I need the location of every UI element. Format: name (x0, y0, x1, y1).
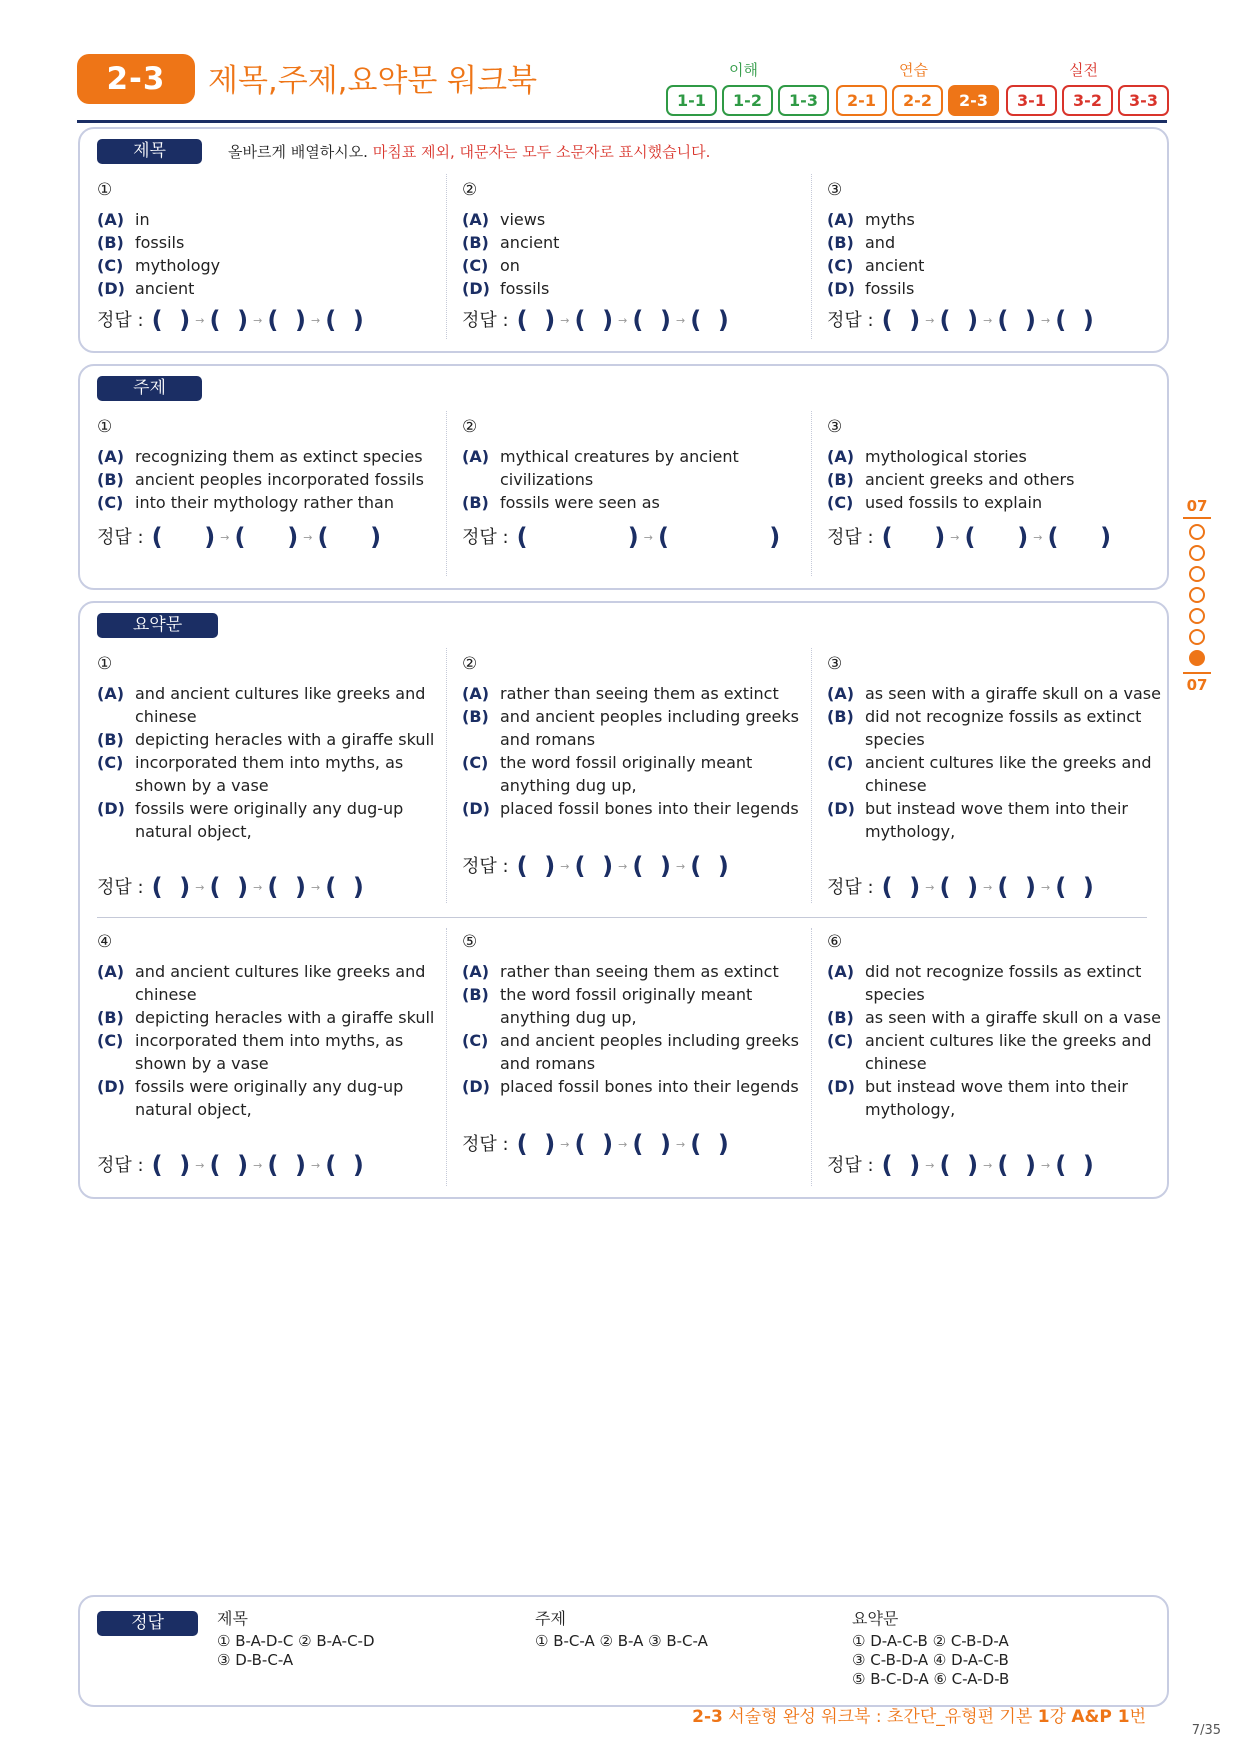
question-summary-4: ④ (A) and ancient cultures like greeks and chinese (B) depicting heracles with a giraffe skull (C) incorporated them into myths, as shown by a vase (D) fossils were originally any dug-up natural object, 정답 : ( ) → ( ) → ( ) → ( ) (97, 931, 445, 1191)
answer-blank-row[interactable]: 정답 : ( ) → ( ) → ( ) → ( ) (827, 306, 1094, 334)
progress-dot (1189, 608, 1205, 624)
group-label-understand: 이해 (729, 61, 758, 79)
list-item: (B) did not recognize fossils as extinct species (827, 707, 1142, 749)
answer-blank-row[interactable]: 정답 : ( ) → ( ) → ( ) → ( ) (462, 852, 729, 880)
unit-code-badge: 2-3 (77, 54, 195, 104)
answer-blank-row[interactable]: 정답 : ( ) → ( ) → ( ) → ( ) (827, 1151, 1094, 1179)
list-item: (A) as seen with a giraffe skull on a vase (827, 684, 1161, 703)
question-title-1: ① (A) in (B) fossils (C) mythology (D) ancient 정답 : ( ) → ( ) → ( ) → ( ) (97, 179, 445, 349)
column-divider (446, 648, 447, 903)
list-item: (B) ancient (462, 233, 560, 252)
answer-key-panel (78, 1595, 1169, 1707)
list-item: (A) myths (827, 210, 915, 229)
list-item: (A) did not recognize fossils as extinct species (827, 962, 1142, 1004)
answer-blank-row[interactable]: 정답 : ( ) → ( ) → ( ) → ( ) (97, 306, 364, 334)
section-tag-theme: 주제 (97, 376, 202, 401)
list-item: (B) fossils (97, 233, 185, 252)
list-item: (D) placed fossil bones into their legends (462, 799, 799, 818)
progress-dot (1189, 587, 1205, 603)
list-item: (B) fossils were seen as (462, 493, 660, 512)
column-divider (446, 174, 447, 339)
list-item: (B) as seen with a giraffe skull on a vase (827, 1008, 1161, 1027)
list-item: (D) fossils were originally any dug-up natural object, (97, 799, 404, 841)
nav-chip-1-1[interactable]: 1-1 (666, 85, 717, 116)
footer-caption: 2-3 서술형 완성 워크북 : 초간단_유형편 기본 1강 A&P 1번 (692, 1707, 1146, 1727)
nav-chip-3-1[interactable]: 3-1 (1006, 85, 1057, 116)
answer-key-tag: 정답 (97, 1611, 198, 1636)
list-item: (B) depicting heracles with a giraffe skull (97, 730, 435, 749)
question-title-2: ② (A) views (B) ancient (C) on (D) fossils 정답 : ( ) → ( ) → ( ) → ( ) (462, 179, 810, 349)
answer-blank-row[interactable]: 정답 : ( ) → ( ) → ( ) → ( ) (97, 873, 364, 901)
list-item: (A) in (97, 210, 150, 229)
column-divider (446, 928, 447, 1186)
nav-chip-3-3[interactable]: 3-3 (1118, 85, 1169, 116)
list-item: (A) rather than seeing them as extinct (462, 962, 779, 981)
list-item: (B) the word fossil originally meant anything dug up, (462, 985, 753, 1027)
list-item: (B) and (827, 233, 896, 252)
list-item: (C) incorporated them into myths, as shown by a vase (97, 753, 404, 795)
answer-blank-row[interactable]: 정답 : ( ) → ( ) → ( ) (97, 523, 382, 551)
answer-blank-row[interactable]: 정답 : ( ) → ( ) → ( ) → ( ) (462, 306, 729, 334)
list-item: (D) fossils (827, 279, 915, 298)
question-summary-2: ② (A) rather than seeing them as extinct (B) and ancient peoples including greeks and romans (C) the word fossil originally meant anything dug up, (D) placed fossil bones into their legends 정답 : ( ) → ( ) → ( ) → ( ) (462, 653, 810, 913)
list-item: (C) incorporated them into myths, as shown by a vase (97, 1031, 404, 1073)
list-item: (A) mythological stories (827, 447, 1027, 466)
group-label-real: 실전 (1069, 61, 1098, 79)
list-item: (D) fossils (462, 279, 550, 298)
list-item: (A) views (462, 210, 546, 229)
question-summary-5: ⑤ (A) rather than seeing them as extinct (B) the word fossil originally meant anything dug up, (C) and ancient peoples including greeks and romans (D) placed fossil bones into their legends 정답 : ( ) → ( ) → ( ) → ( ) (462, 931, 810, 1191)
list-item: (B) ancient peoples incorporated fossils (97, 470, 424, 489)
answer-blank-row[interactable]: 정답 : ( ) → ( ) (462, 523, 781, 551)
progress-dot (1189, 524, 1205, 540)
list-item: (D) but instead wove them into their mythology, (827, 799, 1128, 841)
list-item: (A) and ancient cultures like greeks and chinese (97, 962, 426, 1004)
question-title-3: ③ (A) myths (B) and (C) ancient (D) fossils 정답 : ( ) → ( ) → ( ) → ( ) (827, 179, 1175, 349)
header-divider (77, 120, 1167, 123)
progress-dot (1189, 629, 1205, 645)
nav-group-practice (836, 85, 999, 116)
answer-blank-row[interactable]: 정답 : ( ) → ( ) → ( ) (827, 523, 1112, 551)
answer-blank-row[interactable]: 정답 : ( ) → ( ) → ( ) → ( ) (97, 1151, 364, 1179)
side-tab-number-bottom: 07 (1183, 672, 1211, 694)
nav-chip-1-2[interactable]: 1-2 (722, 85, 773, 116)
question-theme-2: ② (A) mythical creatures by ancient civilizations (B) fossils were seen as 정답 : ( ) → ( ) (462, 416, 810, 586)
nav-chip-1-3[interactable]: 1-3 (778, 85, 829, 116)
list-item: (D) ancient (97, 279, 195, 298)
column-divider (811, 174, 812, 339)
progress-dot-current (1189, 650, 1205, 666)
list-item: (A) mythical creatures by ancient civilizations (462, 447, 739, 489)
list-item: (D) but instead wove them into their mythology, (827, 1077, 1128, 1119)
answer-key-summary: 요약문 ① D-A-C-B ② C-B-D-A ③ C-B-D-A ④ D-A-C-B ⑤ B-C-D-A ⑥ C-A-D-B (852, 1609, 1010, 1688)
page-number: 7/35 (1191, 1723, 1221, 1738)
list-item: (A) and ancient cultures like greeks and chinese (97, 684, 426, 726)
question-summary-6: ⑥ (A) did not recognize fossils as extinct species (B) as seen with a giraffe skull on a vase (C) ancient cultures like the greeks and chinese (D) but instead wove them into their mythology, 정답 : ( ) → ( ) → ( ) → ( ) (827, 931, 1175, 1191)
theme-section-panel (78, 364, 1169, 590)
list-item: (C) the word fossil originally meant anything dug up, (462, 753, 753, 795)
instruction: 올바르게 배열하시오. 마침표 제외, 대문자는 모두 소문자로 표시했습니다. (228, 143, 711, 161)
side-progress-tab (1183, 497, 1211, 694)
summary-section-panel (78, 601, 1169, 1199)
group-label-practice: 연습 (899, 61, 928, 79)
nav-chip-3-2[interactable]: 3-2 (1062, 85, 1113, 116)
list-item: (C) used fossils to explain (827, 493, 1043, 512)
list-item: (A) rather than seeing them as extinct (462, 684, 779, 703)
question-summary-3: ③ (A) as seen with a giraffe skull on a vase (B) did not recognize fossils as extinct species (C) ancient cultures like the greeks and chinese (D) but instead wove them into their mythology, 정답 : ( ) → ( ) → ( ) → ( ) (827, 653, 1175, 913)
question-summary-1: ① (A) and ancient cultures like greeks and chinese (B) depicting heracles with a giraffe skull (C) incorporated them into myths, as shown by a vase (D) fossils were originally any dug-up natural object, 정답 : ( ) → ( ) → ( ) → ( ) (97, 653, 445, 913)
list-item: (B) and ancient peoples including greeks and romans (462, 707, 799, 749)
nav-chip-2-1[interactable]: 2-1 (836, 85, 887, 116)
question-theme-3: ③ (A) mythological stories (B) ancient greeks and others (C) used fossils to explain 정답 : ( ) → ( ) → ( ) (827, 416, 1175, 586)
list-item: (C) ancient (827, 256, 925, 275)
list-item: (D) fossils were originally any dug-up natural object, (97, 1077, 404, 1119)
progress-dot (1189, 545, 1205, 561)
title-section-panel (78, 127, 1169, 353)
answer-blank-row[interactable]: 정답 : ( ) → ( ) → ( ) → ( ) (462, 1130, 729, 1158)
column-divider (446, 411, 447, 576)
column-divider (811, 928, 812, 1186)
list-item: (C) mythology (97, 256, 221, 275)
answer-key-theme: 주제 ① B-C-A ② B-A ③ B-C-A (535, 1609, 708, 1650)
list-item: (B) depicting heracles with a giraffe skull (97, 1008, 435, 1027)
list-item: (C) and ancient peoples including greeks and romans (462, 1031, 799, 1073)
list-item: (D) placed fossil bones into their legends (462, 1077, 799, 1096)
list-item: (C) on (462, 256, 520, 275)
section-tag-title: 제목 (97, 139, 202, 164)
side-tab-number-top: 07 (1183, 497, 1211, 519)
answer-blank-row[interactable]: 정답 : ( ) → ( ) → ( ) → ( ) (827, 873, 1094, 901)
list-item: (C) ancient cultures like the greeks and chinese (827, 1031, 1152, 1073)
answer-key-title: 제목 ① B-A-D-C ② B-A-C-D ③ D-B-C-A (217, 1609, 375, 1669)
question-theme-1: ① (A) recognizing them as extinct species (B) ancient peoples incorporated fossils (C) into their mythology rather than 정답 : ( ) → ( ) → ( ) (97, 416, 445, 586)
section-tag-summary: 요약문 (97, 613, 218, 638)
nav-chip-2-3-active[interactable]: 2-3 (948, 85, 999, 116)
page-title: 제목,주제,요약문 워크북 (208, 63, 538, 99)
row-divider (97, 917, 1147, 918)
list-item: (A) recognizing them as extinct species (97, 447, 423, 466)
column-divider (811, 411, 812, 576)
nav-chip-2-2[interactable]: 2-2 (892, 85, 943, 116)
column-divider (811, 648, 812, 903)
list-item: (B) ancient greeks and others (827, 470, 1075, 489)
nav-group-real (1006, 85, 1169, 116)
list-item: (C) ancient cultures like the greeks and chinese (827, 753, 1152, 795)
list-item: (C) into their mythology rather than (97, 493, 394, 512)
nav-group-understand (666, 85, 829, 116)
progress-dot (1189, 566, 1205, 582)
